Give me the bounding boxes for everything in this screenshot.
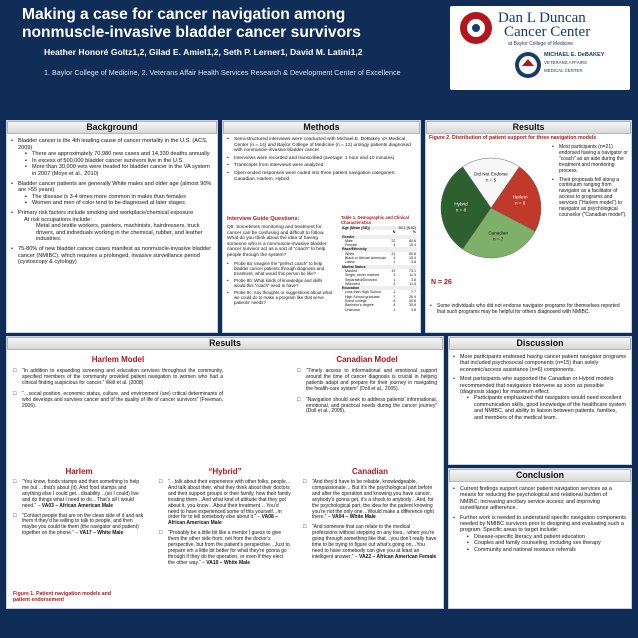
table-cell: 15.4 (409, 256, 416, 261)
table-cell: 21 (391, 251, 396, 256)
table-cell: 1 (393, 277, 396, 282)
background-item: • Bladder cancer is the 4th leading cause of cancer mortality in the U.S. (ACS, 2009) ▪ There are approximately 70,980 new cases and 14,330 deaths annually ▪ In excess of 500,000 bladder cancer survivors live in the U.S. ▪ More than 30,000 vets were treated for bladder cancer in the VA system in 2007 (Moye et al., 2010) (11, 138, 213, 178)
table-cell: 4 (393, 256, 396, 261)
table-cell: Female (345, 243, 357, 248)
background-heading: Background (7, 121, 217, 134)
title-line-2: nonmuscle-invasive bladder cancer survivors (22, 24, 361, 41)
table-cell: 8 (393, 303, 396, 308)
background-subitem: ▪ In excess of 500,000 bladder cancer survivors live in the U.S. (18, 158, 213, 165)
logo-text-3: at Baylor College of Medicine (508, 41, 574, 47)
background-panel (6, 120, 218, 333)
results-bullets (552, 145, 630, 219)
table-cell: 69.1 (8.82) (398, 226, 416, 230)
table-cell: 3.8 (411, 260, 416, 265)
table-cell: 3 (393, 273, 396, 278)
hybrid-quotes-title: “Hybrid” (208, 467, 242, 476)
table-cell: 3.8 (411, 277, 416, 282)
pie-label: Did Not Endorse (474, 171, 508, 177)
logos (450, 6, 630, 90)
table-cell: Marital Status (342, 264, 366, 269)
pie-label: Hybrid (454, 201, 468, 207)
canadian-model-title: Canadian Model (336, 355, 398, 364)
logo-text-5: VETERANS AFFAIRS (544, 60, 587, 65)
harlem-model-title: Harlem Model (91, 355, 145, 364)
table-cell: White (345, 251, 355, 256)
logo-text-6: MEDICAL CENTER (544, 68, 583, 73)
methods-panel (222, 120, 421, 333)
table-cell: 4 (393, 243, 396, 248)
conclusion-subitem: ▪ Couples and family counseling, including sex therapy (460, 540, 627, 546)
canadian-quote: □ “And someone that can relate to the medical professions without stepping on any toes…when you’re going through something like that…you don’t really have time to be trying to figure out what’s going on…You need to have somebody can give you at least an intelligent answer.” – VA22 – African American Female (303, 525, 437, 560)
hybrid-quotes (159, 467, 291, 567)
table-cell: 80.8 (409, 251, 416, 256)
harlem-quote: □ “You know, foods stamps and then something to help me out …that’s about (it). And food stamps and anything else I could get…disability…(so I could) live and do things what I need to do…That’s all I would need.” – VA03 – African American Male (13, 480, 145, 510)
probe: • Probe 8c: Any thoughts or suggestions about what we could do to make a program like that serve patients’ needs? (227, 290, 335, 305)
results-bottom-bullet: • Some individuals who did not endorse navigator programs for themselves reported that such programs may be helpful for others diagnosed with NMIBC. (430, 304, 628, 316)
table-title: Table 1. Demographic and Clinical Characteristics (341, 215, 409, 225)
table-cell: 3.8 (411, 307, 416, 312)
table-cell: 19 (391, 268, 396, 273)
authors: Heather Honoré Goltz1,2, Gilad E. Amiel1,2, Seth P. Lerner1, David M. Latini1,2 (44, 47, 363, 57)
table-cell: Male (345, 238, 353, 243)
table-cell: 84.6 (409, 238, 416, 243)
conclusion-item: • Further work is needed to understand specific navigation components needed by NMIBC survivors prior to designing and evaluating such a program. Specific areas to target include: ▪ Disease-specific literacy and patient education ▪ Couples and family counseling, including sex therapy ▪ Community and national resource referrals (453, 515, 627, 553)
demographics-table (341, 215, 417, 312)
conclusion-subitem: ▪ Disease-specific literacy and patient education (460, 534, 627, 540)
table-cell: 73.1 (409, 268, 416, 273)
table-cell: 15.4 (409, 243, 416, 248)
methods-item: • Open-ended responses were coded into three patient navigation categories: Canadian, Harlem, Hybrid (227, 171, 416, 182)
background-subitem-wrap (18, 217, 213, 243)
figure-2-title: Figure 2. Distribution of patient support for three navigation models (429, 135, 597, 141)
background-subitem: ▪ The disease is 3-4 times more common in males than females (18, 194, 213, 201)
discussion-body (449, 350, 631, 425)
conclusion-heading: Conclusion (449, 469, 631, 482)
pie-count-label: n = 5 (485, 177, 497, 183)
harlem-model (13, 355, 223, 409)
background-subitem: Metal and textile workers, painters, machinists, hairdressers, truck drivers, and individuals working in the chemical, rubber, and leather industries. (36, 223, 203, 243)
discussion-heading: Discussion (449, 337, 631, 350)
table-cell: 11.5 (409, 281, 416, 286)
methods-item: • Semi-structured interviews were conducted with Michael E. DeBakey VA Medical Center (n = 14) and Baylor College of Medicine (n = 12) urology patients diagnosed with nonmuscle-invasive bladder cancer (227, 137, 416, 154)
background-item: • 75-80% of new bladder cancer cases manifest as nonmuscle-invasive bladder cancer (NMIBC), which requires a prolonged, invasive surveillance period (cystoscopy & cytology) (11, 246, 213, 266)
table-cell: Black or African American (345, 256, 386, 261)
discussion-item: • Most participants who supported the Canadian or Hybrid models recommended that navigators intervene as soon as possible (diagnosis stage) for maximum effect. ▪ Participants emphasized that navigators would need excellent communication skills, good knowledge of the healthcare system and NMIBC, and ability to liaison between patients, families, and members of the medical team. (453, 376, 627, 421)
table-cell: 7.7 (411, 290, 416, 295)
background-subitem: ▪ More than 30,000 vets were treated for bladder cancer in the VA system in 2007 (Moye et al., 2010) (18, 164, 213, 177)
conclusion-panel (448, 468, 632, 609)
harlem-model-item: □ “In addition to expanding screening and education services throughout the community, specified members of the community provided patient navigation to women who had a clinical finding suspicious for cancer.” Well et al. (2008) (13, 369, 223, 387)
title-line-1: Making a case for cancer navigation among (22, 6, 346, 23)
conclusion-item: • Current findings support cancer patient navigation services as a means for reducing the psychological and relational burden of NMIBC; increasing ancillary service access; and improving surveillance adherence. (453, 486, 627, 512)
table-cell: 22 (391, 238, 396, 243)
probe: • Probe 8b: What kinds of knowledge and skills would this “coach” need to have? (227, 278, 335, 288)
table-cell: Separated/Divorced (345, 277, 377, 282)
pie-chart (431, 154, 551, 262)
interview-question: Q8. Sometimes monitoring and treatment for cancer can be confusing and difficult to follow. What do you think about the idea of having someone who is a nonmuscle-invasive bladder cancer survivor act as a sort of “coach” to help people through the system? (227, 225, 327, 258)
table-cell: High School graduate (345, 294, 380, 299)
table-cell: Single, never married (345, 273, 380, 278)
table-cell: Some college (345, 299, 367, 304)
table-cell: Gender (342, 234, 355, 239)
table-cell: 11.5 (409, 273, 416, 278)
results-bullet: • Their proposals fell along a continuum ranging from navigator as a facilitator of access to programs and services (“Harlem model”) to navigator as psychological counselor (“Canadian model”). (552, 178, 630, 219)
conclusion-body (449, 482, 631, 557)
probe: • Probe 8a: Imagine the “perfect coach” to help bladder cancer patients through diagnosis and treatment, what would this person be like? (227, 261, 335, 276)
demographics-grid (341, 226, 417, 312)
discussion-subitem: ▪ Participants emphasized that navigators would need excellent communication skills, good knowledge of the healthcare system and NMIBC, and ability to liaison between patients, families, and members of the medical team. (460, 395, 627, 421)
hybrid-quote: □ “Probably be a little bit like a mentor I guess to give them the other side from, not from the doctor’s perspective, but from the patient’s perspective…Just to prepare em a little bit better for what they’re gonna go through if they do the operation, or even if they elect the other way.” – VA10 – White Male (159, 531, 291, 566)
background-item: • Primary risk factors include smoking and workplace/chemical exposure At risk occupations include: Metal and textile workers, painters, machinists, hairdressers, truck drivers, and individuals working in the chemical, rubber, and leather industries. (11, 210, 213, 243)
methods-list (223, 134, 420, 182)
interview-guide-heading: Interview Guide Questions: (227, 216, 300, 222)
background-subitem: At risk occupations include: (24, 216, 92, 223)
table-cell: 7 (393, 294, 396, 299)
conclusion-subitem: ▪ Community and national resource referrals (460, 547, 627, 553)
harlem-model-item: □ “…social position, economic status, culture, and environment (are) critical determinants of who develops and survives cancer and of the quality of life of cancer survivors” (Freeman, 2006). (13, 392, 223, 410)
pie-count-label: n = 7 (492, 236, 504, 242)
canadian-quotes (303, 467, 437, 561)
results-top-heading: Results (426, 121, 631, 134)
logo-text-1: Dan L Duncan (498, 10, 586, 26)
canadian-model-item: □ “Timely access to informational and emotional support around the time of cancer diagnosis is crucial in helping patients adapt and prepare for their journey in navigating the health-care system” (Doll et al., 2005). (297, 369, 437, 393)
harlem-quotes-title: Harlem (65, 467, 93, 476)
background-body (7, 134, 217, 270)
table-cell: 30.8 (409, 299, 416, 304)
methods-heading: Methods (223, 121, 420, 134)
table-cell: Unknown (345, 307, 360, 312)
figure-1-caption: Figure 1. Patient navigation models and patient endorsement (13, 591, 112, 603)
table-cell: 1 (393, 307, 396, 312)
table-cell: % (412, 230, 416, 235)
table-cell: Education (342, 286, 360, 291)
table-cell: Age (Mean (SD)) (342, 226, 370, 230)
background-subitem: ▪ There are approximately 70,980 new cases and 14,330 deaths annually (18, 151, 213, 158)
table-cell: Bachelor's degree (345, 303, 374, 308)
table-row (341, 308, 417, 312)
canadian-quotes-title: Canadian (351, 467, 388, 476)
interview-guide (227, 216, 335, 305)
background-item: • Bladder cancer patients are generally White males and older age (almost 90% are >55 years) ▪ The disease is 3-4 times more common in males than females ▪ Women and men of color tend to be diagnosed at later stages (11, 181, 213, 207)
results-bottom-heading: Results (7, 337, 443, 350)
table-cell: N (392, 230, 396, 235)
methods-item: • Interviews were recorded and transcribed (average: 1 hour and 10 minutes) (227, 156, 416, 162)
table-cell: 2 (393, 290, 396, 295)
canadian-model-item: □ “Navigation should seek to address patients’ informational, emotional, and practical needs during the cancer journey” (Doll et al., 2005). (297, 398, 437, 416)
table-cell: 30.8 (409, 303, 416, 308)
table-cell: Race/Ethnicity (342, 247, 367, 252)
logo-text-4: MICHAEL E. DeBAKEY (544, 52, 605, 58)
table-cell: 8 (393, 299, 396, 304)
logo-text-2: Cancer Center (504, 24, 591, 40)
pie-label: Harlem (512, 194, 528, 200)
table-cell: Married (345, 268, 358, 273)
results-top-panel (425, 120, 632, 333)
table-cell: 3 (393, 281, 396, 286)
methods-item: • Transcripts from interviews were analyzed (227, 163, 416, 169)
harlem-quotes (13, 467, 145, 537)
table-cell: Latino (345, 260, 355, 265)
hybrid-quote: □ “…talk about their experience with other folks, people…And talk about their, what they think about their doctors and their support groups or their family, how their family treating them…And what kind of attitude that they got about it, you know…About their treatment… You’d need to have experienced some of this yourself…in order for to tell somebody else about it.” – VA08 – African American Male (159, 480, 291, 527)
pie-total: N = 26 (431, 279, 452, 286)
discussion-panel (448, 336, 632, 465)
results-bottom-panel (6, 336, 444, 609)
pie-count-label: n = 8 (455, 207, 467, 213)
discussion-item: • More participants endorsed having cancer patient navigator programs that included psychosocial components (n=15) than solely economic/access assistance (n=6) components. (453, 354, 627, 373)
results-bullet: • Most participants (n=21) endorsed having a navigator or “coach” as an aide during the treatment and monitoring process. (552, 145, 630, 175)
canadian-quote: □ “And they’d have to be reliable, knowledgeable, compassionate… But it’s the psychological part before and after the operation and knowing you have cancer, anybody’s gonna get, it’s a shock to anybody…And, for the psychological part, the idea for the patient knowing you’re not the only one…Would make a difference right there.” – VA04 – White Male (303, 480, 437, 521)
pie-count-label: n = 6 (514, 200, 526, 206)
pie-label: Canadian (488, 230, 509, 236)
table-cell: Widowed (345, 281, 360, 286)
affiliations: 1. Baylor College of Medicine, 2. Veterans Affair Health Services Research & Development Center of Excellence (44, 68, 401, 77)
harlem-quote: □ “Contact people that are on the clean side of it and ask them if they’d be willing to talk to people, and then maybe you could tie them (the navigator and patient) together on the phone.” – VA17 – White Male (13, 514, 145, 538)
table-cell: Less than High School (345, 290, 381, 295)
poster-title (22, 6, 422, 42)
table-cell: 26.9 (409, 294, 416, 299)
table-cell: 1 (393, 260, 396, 265)
canadian-model (297, 355, 437, 415)
background-subitem: ▪ Women and men of color tend to be diagnosed at later stages (18, 200, 213, 207)
